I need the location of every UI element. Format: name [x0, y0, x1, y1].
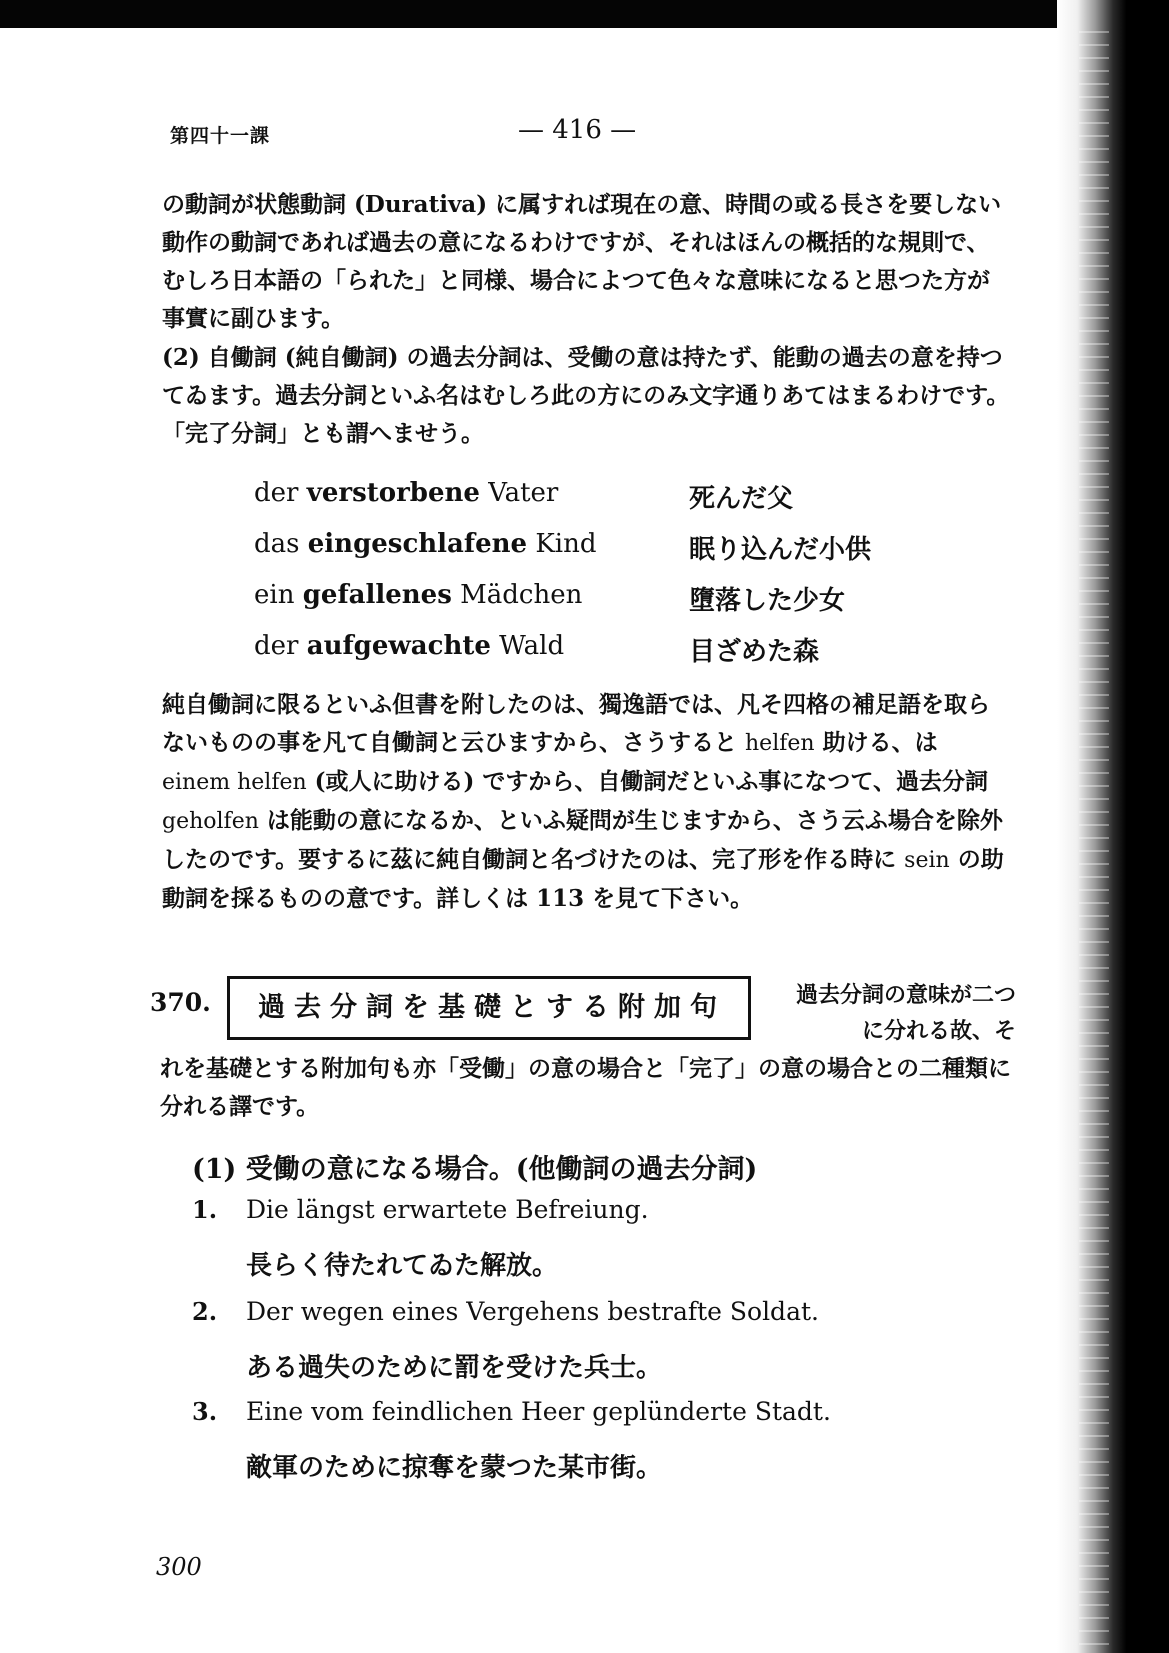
section-side-text: 過去分詞の意味が二つに分れる故、そ	[795, 982, 1016, 1044]
paragraph-2: (2) 自働詞 (純自働詞) の過去分詞は、受働の意は持たず、能動の過去の意を持つてゐます。過去分詞といふ名はむしろ此の方にのみ文字通りあてはまるわけです。「完了分詞」とも謂へませう。	[162, 344, 1010, 447]
example-german: das eingeschlafene Kind	[254, 529, 597, 559]
example-german: der verstorbene Vater	[254, 478, 559, 508]
paragraph-1: の動詞が状態動詞 (Durativa) に属すれば現在の意、時間の或る長さを要しない動作の動詞であれば過去の意になるわけですが、それはほんの概括的な規則で、むしろ日本語の「られた」と同様、場合によつて色々な意味になると思つた方が事實に副ひます。	[162, 191, 1002, 332]
scan-speckle	[1079, 30, 1109, 1650]
example-list	[254, 478, 1014, 682]
example-japanese: 墮落した少女	[689, 586, 846, 616]
item-german: Eine vom feindlichen Heer geplünderte Stadt.	[246, 1397, 831, 1426]
subsection-heading: (1) 受働の意になる場合。(他働詞の過去分詞)	[192, 1154, 758, 1185]
item-japanese: 長らく待たれてゐた解放。	[246, 1251, 559, 1281]
item-japanese: 敵軍のために掠奪を蒙つた某市街。	[246, 1453, 663, 1483]
item-japanese: ある過失のために罰を受けた兵士。	[246, 1353, 663, 1383]
example-japanese: 目ざめた森	[689, 637, 820, 667]
example-row	[254, 631, 1014, 682]
folio-number: 300	[156, 1553, 202, 1581]
item-german: Die längst erwartete Befreiung.	[246, 1195, 649, 1224]
example-german: der aufgewachte Wald	[254, 631, 565, 661]
example-japanese: 眠り込んだ小供	[689, 535, 872, 565]
example-german: ein gefallenes Mädchen	[254, 580, 583, 610]
paragraph-3: 純自働詞に限るといふ但書を附したのは、獨逸語では、凡そ四格の補足語を取らないものの事を凡て自働詞と云ひますから、さうすると helfen 助ける、は einem helfen (或人に助ける) ですから、自働詞だといふ事になつて、過去分詞 geholfen は能動の意になるか、といふ疑問が生じますから、さう云ふ場合を除外したのです。要するに茲に純自働詞と名づけたのは、完了形を作る時に sein の助動詞を採るものの意です。詳しくは 113 を見て下さい。	[162, 691, 1004, 912]
section-continuation: れを基礎とする附加句も亦「受働」の意の場合と「完了」の意の場合との二種類に分れる譯です。	[160, 1055, 1011, 1120]
example-row	[254, 529, 1014, 580]
item-number: 1.	[192, 1195, 218, 1224]
page-number: — 416 —	[518, 115, 637, 145]
item-number: 2.	[192, 1297, 218, 1326]
example-japanese: 死んだ父	[689, 484, 794, 514]
section-title-box: 過去分詞を基礎とする附加句	[227, 976, 751, 1040]
example-row	[254, 478, 1014, 529]
section-number: 370.	[150, 988, 211, 1017]
chapter-label: 第四十一課	[170, 125, 271, 147]
scan-right-edge	[1057, 0, 1169, 1653]
example-row	[254, 580, 1014, 631]
item-german: Der wegen eines Vergehens bestrafte Soldat.	[246, 1297, 819, 1326]
item-number: 3.	[192, 1397, 218, 1426]
